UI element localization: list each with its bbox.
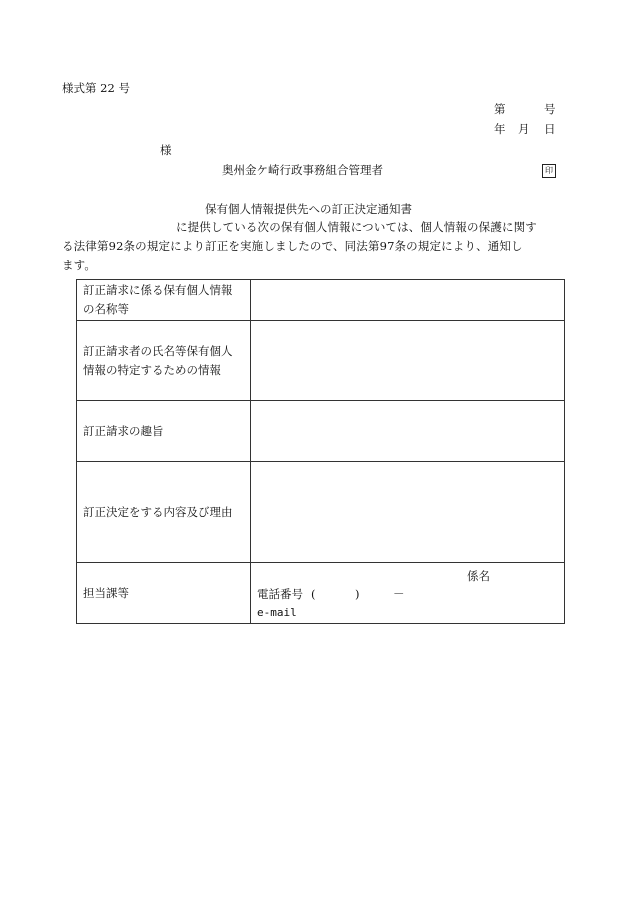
row-label-line: 情報の特定するための情報 (83, 362, 221, 377)
seal-stamp: 印 (542, 164, 556, 178)
table-row (77, 563, 565, 624)
body-line-1: に提供している次の保有個人情報については、個人情報の保護に関す (176, 220, 537, 234)
doc-number-dai: 第 (494, 102, 506, 116)
form-number: 様式第 22 号 (62, 81, 130, 95)
table-row (77, 321, 565, 401)
correction-form-table (76, 279, 565, 624)
row-label-record-name (77, 280, 251, 321)
contact-kakari: 係名 (467, 569, 490, 583)
row-label-line: 訂正請求に係る保有個人情報 (83, 283, 233, 297)
contact-phone-label: 電話番号 (257, 587, 303, 601)
row-value-decision-reason[interactable] (251, 462, 565, 563)
contact-paren-close: ) (355, 587, 360, 601)
row-value-record-name[interactable] (251, 280, 565, 321)
row-label-line: 訂正請求者の氏名等保有個人 (83, 343, 233, 358)
row-label-department: 担当課等 (77, 563, 251, 624)
contact-paren-open: ( (311, 587, 316, 601)
table-row (77, 280, 565, 321)
row-value-contact (251, 563, 565, 624)
document-title: 保有個人情報提供先への訂正決定通知書 (205, 202, 412, 216)
contact-email-label: e-mail (257, 606, 297, 619)
row-label-line: の名称等 (83, 302, 129, 316)
row-label-requester-info (77, 321, 251, 401)
date-hi: 日 (544, 122, 556, 136)
row-value-requester-info[interactable] (251, 321, 565, 401)
table-row (77, 401, 565, 462)
row-label-decision-reason: 訂正決定をする内容及び理由 (77, 462, 251, 563)
recipient-sama: 様 (160, 143, 172, 157)
doc-number-go: 号 (544, 102, 556, 116)
body-text (62, 218, 570, 275)
row-label-request-purpose: 訂正請求の趣旨 (77, 401, 251, 462)
contact-block (251, 563, 564, 623)
row-value-request-purpose[interactable] (251, 401, 565, 462)
body-line-2: る法律第92条の規定により訂正を実施しましたので、同法第97条の規定により、通知し (62, 239, 523, 253)
date-tsuki: 月 (518, 122, 530, 136)
body-line-3: ます。 (62, 258, 97, 272)
table-row (77, 462, 565, 563)
date-nen: 年 (494, 122, 506, 136)
contact-dash: － (393, 587, 405, 601)
sender-name: 奥州金ケ崎行政事務組合管理者 (222, 163, 383, 177)
